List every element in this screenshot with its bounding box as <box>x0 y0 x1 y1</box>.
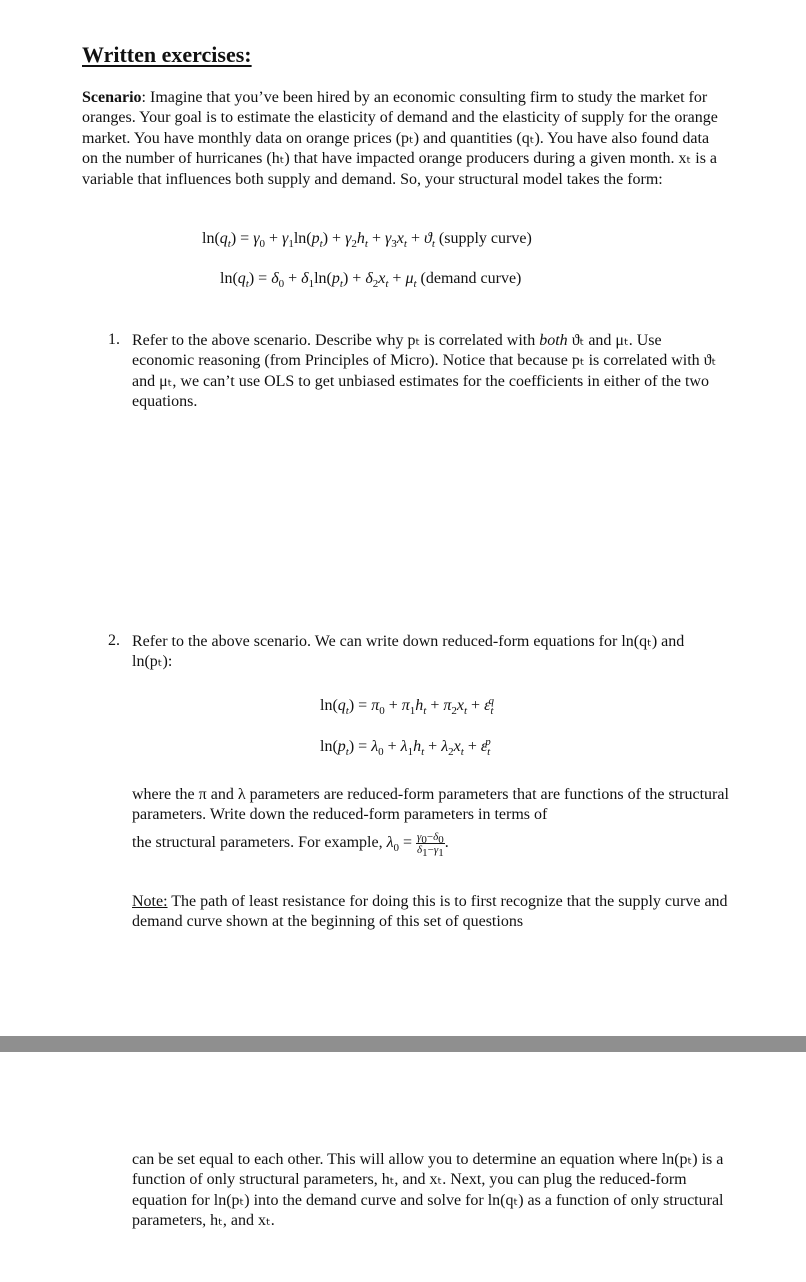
question-1-number: 1. <box>108 331 120 348</box>
reduced-form-q-equation: $\ln(q_t) = \pi_0 + \pi_1h_t + \pi_2x_t + \varepsilon_t^q$ <box>320 694 494 718</box>
example-formula: $\lambda_0$ = $\frac{\gamma_0-\delta_0}{\delta_1-\gamma_1}$ . <box>386 831 449 860</box>
supply-equation: $\ln(q_t) = \gamma_0 + \gamma_1\ln(p_t) + \gamma_2h_t + \gamma_3x_t + ϑ_t$ (supply curve) <box>202 230 532 251</box>
question-2-example: the structural parameters. For example, $\lambda_0$ = $\frac{\gamma_0-\delta_0}{\delta_1-\gamma_1}$ . <box>132 831 449 860</box>
scenario-paragraph <box>82 88 722 190</box>
question-2-where-text: where the π and λ parameters are reduced-form parameters that are functions of the structural parameters. Write down the reduced-form parameters in terms of <box>132 786 729 824</box>
question-1-emphasis: both <box>539 332 568 349</box>
note-text: The path of least resistance for doing this is to first recognize that the supply curve and demand curve shown at the beginning of this set of questions <box>132 893 728 931</box>
page-heading: Written exercises: <box>82 42 252 67</box>
page-break-divider <box>0 1036 806 1052</box>
question-1-text: Refer to the above scenario. Describe why pₜ is correlated with both ϑₜ and μₜ. Use economic reasoning (from Principles of Micro). Notice that because pₜ is correlated with ϑₜ and μₜ, we can’t use OLS to get unbiased estimates for the coefficients in either of the two equations. <box>132 332 717 411</box>
demand-curve-label: (demand curve) <box>420 270 522 287</box>
page-2 <box>0 1052 806 1282</box>
scenario-label: Scenario <box>82 89 142 106</box>
question-2-intro: Refer to the above scenario. We can write down reduced-form equations for ln(qₜ) and ln(pₜ): <box>132 633 685 671</box>
supply-curve-label: (supply curve) <box>438 230 532 247</box>
demand-equation: $\ln(q_t) = \delta_0 + \delta_1\ln(p_t) + \delta_2x_t + \mu_t$ (demand curve) <box>220 270 522 291</box>
question-2-note <box>132 892 732 933</box>
scenario-text: : Imagine that you’ve been hired by an economic consulting firm to study the market for oranges. Your goal is to estimate the elasticity of demand and the elasticity of supply for the orange market. You have monthly data on orange prices (pₜ) and quantities (qₜ). You have also found data on the number of hurricanes (hₜ) that have impacted orange producers during a given month. xₜ is a variable that influences both supply and demand. So, your structural model takes the form: <box>82 89 718 188</box>
note-label: Note: <box>132 893 168 910</box>
reduced-form-p-equation: $\ln(p_t) = \lambda_0 + \lambda_1h_t + \lambda_2x_t + \varepsilon_t^p$ <box>320 735 491 759</box>
note-continued: can be set equal to each other. This will allow you to determine an equation where ln(pₜ) is a function of only structural parameters, hₜ, and xₜ. Next, you can plug the reduced-form equation for ln(pₜ) into the demand curve and solve for ln(qₜ) as a function of only structural parameters, hₜ, and xₜ. <box>132 1151 724 1230</box>
question-2-number: 2. <box>108 632 120 649</box>
